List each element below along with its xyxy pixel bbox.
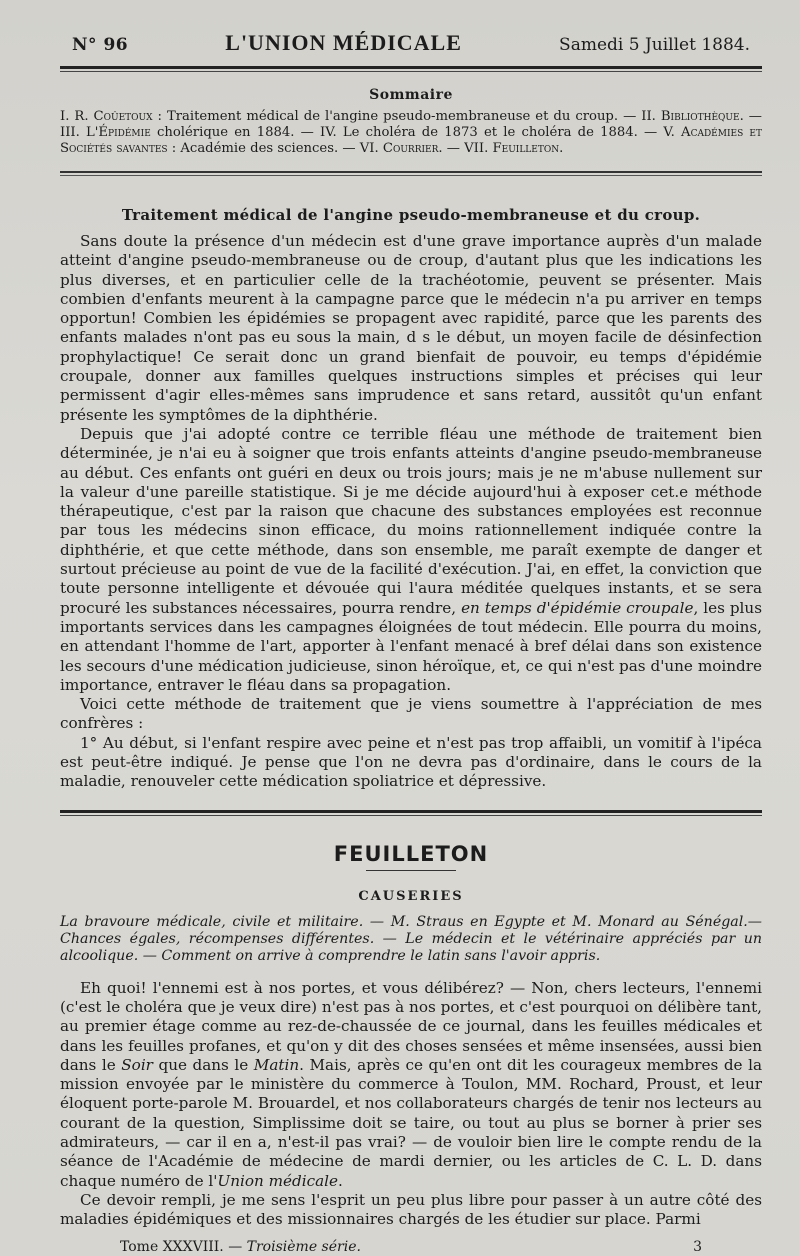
paragraph-italic: en temps d'épidémie croupale [461, 598, 694, 617]
masthead [60, 30, 762, 58]
sommaire-section: Bibliothèque [660, 109, 740, 124]
masthead-rule [60, 66, 762, 69]
paragraph-text: . [338, 1171, 343, 1190]
paragraph-text: Depuis que j'ai adopté contre ce terrible fléau une méthode de traitement bien déterminée, je n'ai eu à soigner que trois enfants atteints d'angine pseudo-membraneuse au début. Ces enfants ont guéri en deux ou trois jours; mais je ne m'abuse nullement sur la valeur d'une pareille statistique. Si je me décide aujourd'hui à exposer cet.e méthode thérapeutique, c'est par la raison que chacune des substances employées est reconnue par tous les médecins sinon efficace, du moins rationnellement indiquée contre la diphthérie, et que cette méthode, dans son ensemble, me paraît exempte de danger et surtout précieuse au point de vue de la facilité d'exécution. J'ai, en effet, la conviction que toute personne intelligente et dévouée qui l'aura méditée quelques instants, et se sera procuré les substances nécessaires, pourra rendre, [60, 424, 762, 617]
paragraph-text: que dans le [152, 1055, 254, 1074]
issue-date: Samedi 5 Juillet 1884. [559, 35, 750, 55]
feuilleton-subtitle: La bravoure médicale, civile et militaire. — M. Straus en Egypte et M. Monard au Sénégal.— Chances égales, récompenses différentes. — Le médecin et le vétérinaire appréciés par un alcoolique. — Comment on arrive à comprendre le latin sans l'avoir appris. [60, 913, 762, 964]
masthead-rule-thin [60, 71, 762, 72]
article-paragraph: Sans doute la présence d'un médecin est d'une grave importance auprès d'un malade atteint d'angine pseudo-membraneuse ou de croup, d'autant plus que les indications les plus diverses, et en particulier celle de la trachéotomie, peuvent se présenter. Mais combien d'enfants meurent à la campagne parce que le médecin n'a pu arriver en temps opportun! Combien les épidémies se propagent avec rapidité, parce que les parents des enfants malades n'ont pas eu sous la main, d s le début, un moyen facile de désinfection prophylactique! Ce serait donc un grand bienfait de pouvoir, eu temps d'épidémie croupale, donner aux familles quelques instructions simples et précises qui leur permissent d'agir elles-mêmes sans imprudence et sans retard, aussitôt qu'un enfant présente les symptômes de la diphthérie. [60, 232, 762, 424]
sommaire-heading: Sommaire [369, 87, 453, 103]
sommaire-section: Courrier [382, 141, 439, 156]
article-title: Traitement médical de l'angine pseudo-membraneuse et du croup. [121, 206, 701, 224]
paragraph-italic: Union médicale [217, 1171, 338, 1190]
feuilleton-rule [60, 810, 762, 813]
tome-text: Tome XXXVIII. — [120, 1239, 247, 1256]
feuilleton-title: FEUILLETON [333, 841, 489, 866]
sommaire-section: Feuilleton [492, 141, 560, 156]
issue-number: N° 96 [72, 35, 129, 55]
sommaire-section: Académies et Sociétés savantes [60, 125, 763, 156]
sommaire-part: cholérique en 1884. — IV. Le choléra de 1873 et le choléra de 1884. — V. [150, 125, 682, 140]
article-paragraph [60, 425, 762, 695]
sommaire-text [60, 109, 762, 157]
feuilleton-body [60, 979, 762, 1230]
sommaire-section: L'Épidémie [86, 125, 151, 140]
paragraph-italic: Soir [121, 1055, 153, 1074]
paragraph-text: , les plus importants services dans les campagnes éloignées de tout médecin. Elle pourra du moins, en attendant l'homme de l'art, apporter à l'enfant menacé à bref délai dans son existence les secours d'une médication judicieuse, sinon héroïque, et, ce qui n'est pas d'une moindre importance, entraver le fléau dans sa propagation. [60, 598, 762, 694]
paragraph-text: Eh quoi! l'ennemi est à nos portes, et vous délibérez? — Non, chers lecteurs, l'ennemi (c'est le choléra que je veux dire) n'est pas à nos portes, et c'est pourquoi on délibère tant, au premier étage comme au rez-de-chaussée de ce journal, dans les feuilles médicales et dans les feuilles profanes, et qu'on y dit des choses sensées et même insensées, aussi bien dans le [60, 978, 762, 1074]
sommaire-part: I. R. [60, 109, 94, 124]
sommaire-part: : Académie des sciences. — VI. [167, 141, 383, 156]
serie-text: Troisième série. [246, 1239, 361, 1256]
article-body [60, 232, 762, 792]
article-paragraph: Voici cette méthode de traitement que je viens soumettre à l'appréciation de mes confrères : [60, 695, 762, 733]
sommaire-author: Coûetoux [93, 109, 153, 124]
sommaire-part: . — III. [60, 109, 762, 140]
sommaire-part: . [559, 141, 564, 156]
feuilleton-paragraph [60, 979, 762, 1191]
page-footer [60, 1239, 762, 1255]
section-rule [60, 171, 762, 173]
paragraph-text: . Mais, après ce qu'en ont dit les courageux membres de la mission envoyée par le ministère du commerce à Toulon, MM. Rochard, Proust, et leur éloquent porte-parole M. Brouardel, et nos collaborateurs chargés de tenir nos lecteurs au courant de la question, Simplissime doit se taire, ou tout au plus se borner à prier ses admirateurs, — car il en a, n'est-il pas vrai? — de vouloir bien lire le compte rendu de la séance de l'Académie de médecine de mardi dernier, ou les articles de C. L. D. dans chaque numéro de l' [60, 1055, 762, 1190]
sommaire-part: . — VII. [438, 141, 493, 156]
journal-title: L'UNION MÉDICALE [225, 30, 462, 55]
feuilleton-underline [366, 870, 456, 871]
article-paragraph: 1° Au début, si l'enfant respire avec peine et n'est pas trop affaibli, un vomitif à l'ipéca est peut-être indiqué. Je pense que l'on ne devra pas d'ordinaire, dans le cours de la maladie, renouveler cette médication spoliatrice et dépressive. [60, 733, 762, 791]
tome-label [120, 1239, 361, 1255]
page-number: 3 [693, 1239, 702, 1256]
sommaire-part: : Traitement médical de l'angine pseudo-membraneuse et du croup. — II. [152, 109, 661, 124]
paragraph-italic: Matin [253, 1055, 300, 1074]
feuilleton-rule-thin [60, 815, 762, 816]
feuilleton-paragraph: Ce devoir rempli, je me sens l'esprit un peu plus libre pour passer à un autre côté des maladies épidémiques et des missionnaires chargés de les étudier sur place. Parmi [60, 1190, 762, 1229]
section-rule-thin [60, 175, 762, 176]
causeries-heading: CAUSERIES [358, 888, 464, 904]
